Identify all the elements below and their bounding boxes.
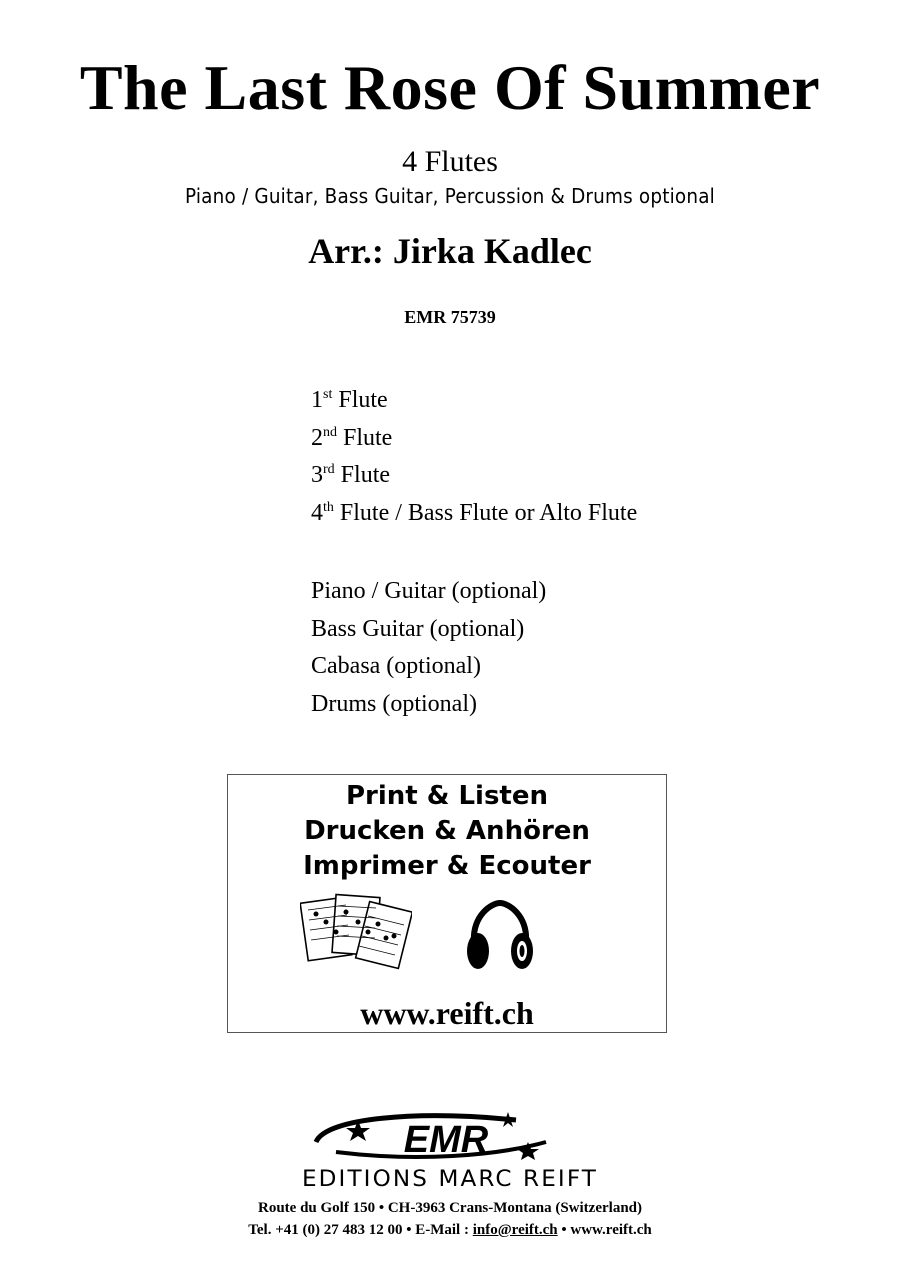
page-title: The Last Rose Of Summer bbox=[79, 52, 821, 123]
emr-logo-text: EMR bbox=[403, 1119, 489, 1161]
contact-web[interactable]: • www.reift.ch bbox=[557, 1222, 652, 1238]
part-label: Flute bbox=[340, 462, 391, 488]
optional-part-item: Piano / Guitar (optional) bbox=[311, 578, 547, 604]
publisher-address: Route du Golf 150 • CH-3963 Crans-Montana (Switzerland) bbox=[258, 1200, 642, 1216]
headphones-icon bbox=[464, 899, 536, 975]
emr-logo bbox=[296, 1108, 596, 1168]
part-label: Flute bbox=[343, 425, 393, 451]
website-link[interactable]: www.reift.ch bbox=[360, 995, 534, 1031]
part-label: Flute / Bass Flute or Alto Flute bbox=[339, 500, 638, 526]
optional-part-item: Bass Guitar (optional) bbox=[311, 616, 525, 642]
catalog-number: EMR 75739 bbox=[404, 307, 496, 327]
print-listen-box bbox=[227, 774, 667, 1033]
email-link[interactable]: info@reift.ch bbox=[472, 1222, 558, 1238]
part-item bbox=[311, 497, 637, 533]
optional-part-item: Drums (optional) bbox=[311, 691, 477, 717]
part-item bbox=[311, 459, 390, 495]
part-number: 3 bbox=[311, 462, 323, 488]
part-item bbox=[311, 422, 392, 458]
contact-tel: Tel. +41 (0) 27 483 12 00 • E-Mail : bbox=[248, 1222, 473, 1238]
promo-line-german: Drucken & Anhören bbox=[304, 816, 590, 846]
arranger: Arr.: Jirka Kadlec bbox=[308, 231, 592, 271]
part-number: 2 bbox=[311, 425, 323, 451]
part-ordinal: nd bbox=[323, 425, 337, 440]
subtitle: 4 Flutes bbox=[402, 145, 498, 178]
part-ordinal: rd bbox=[323, 462, 335, 477]
optional-part-item: Cabasa (optional) bbox=[311, 653, 481, 679]
contact-line bbox=[0, 1220, 900, 1240]
sheet-music-icon bbox=[300, 892, 412, 974]
publisher-name: EDITIONS MARC REIFT bbox=[301, 1167, 599, 1192]
part-number: 1 bbox=[311, 387, 323, 413]
part-ordinal: th bbox=[323, 500, 334, 515]
part-number: 4 bbox=[311, 500, 323, 526]
part-item bbox=[311, 384, 388, 420]
part-ordinal: st bbox=[323, 387, 333, 402]
instrumentation-line: Piano / Guitar, Bass Guitar, Percussion & Drums optional bbox=[185, 184, 715, 208]
promo-line-french: Imprimer & Ecouter bbox=[303, 851, 591, 881]
part-label: Flute bbox=[338, 387, 388, 413]
promo-line-english: Print & Listen bbox=[345, 781, 549, 811]
